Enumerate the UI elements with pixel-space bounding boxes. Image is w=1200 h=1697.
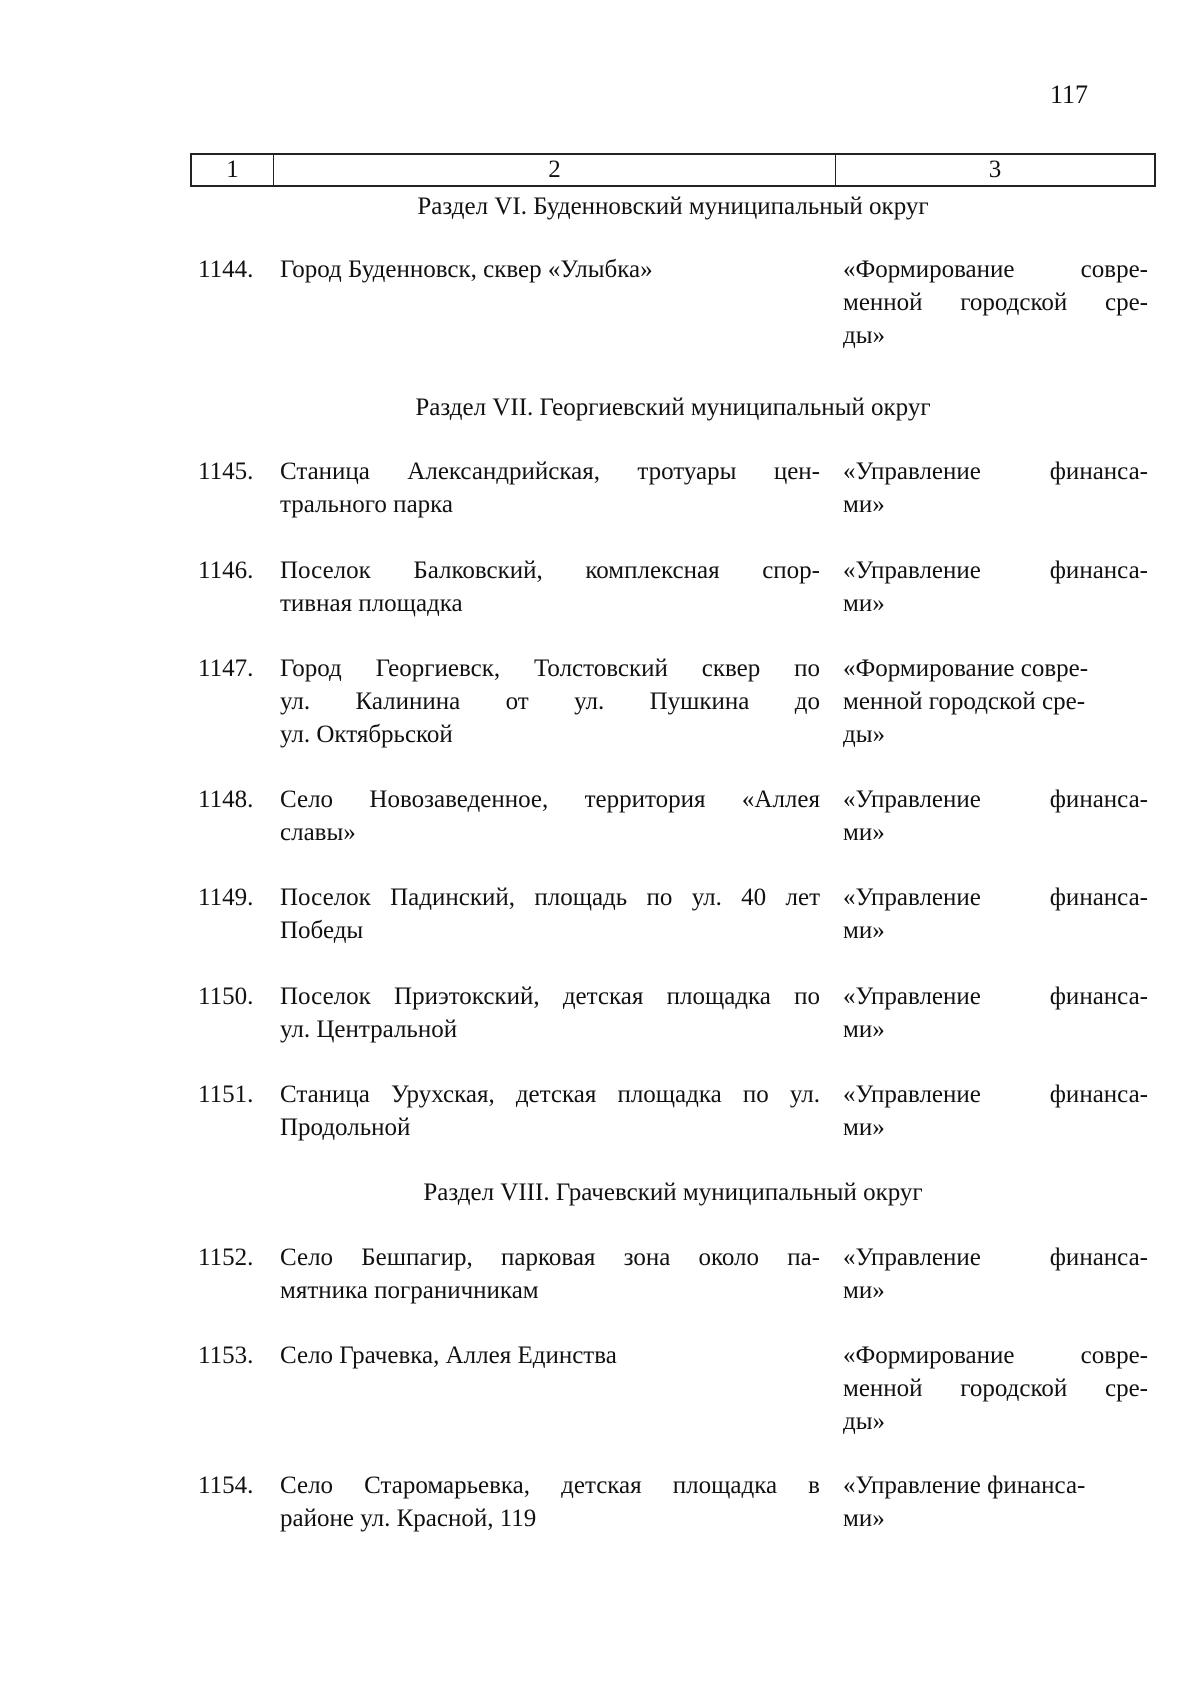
program-line: ми»	[843, 1016, 885, 1043]
row-number: 1153.	[198, 1342, 254, 1369]
program-line: менной городской сре-	[843, 289, 1148, 316]
row-program	[843, 554, 1148, 620]
row-description	[280, 1469, 820, 1535]
table-header-row	[190, 153, 1156, 187]
description-line: Поселок Балковский, комплексная спор-	[280, 557, 820, 584]
program-line: «Управление финанса-	[843, 557, 1148, 584]
row-description	[280, 980, 820, 1046]
program-line: менной городской сре-	[843, 1375, 1148, 1402]
description-line: Поселок Падинский, площадь по ул. 40 лет	[280, 884, 820, 911]
description-line: ул. Октябрьской	[280, 721, 453, 748]
description-line: ул. Центральной	[280, 1016, 458, 1043]
description-line: мятника пограничникам	[280, 1277, 539, 1304]
row-number: 1147.	[198, 655, 254, 682]
row-description	[280, 1241, 820, 1307]
section-title-vii: Раздел VII. Георгиевский муниципальный округ	[415, 394, 931, 421]
row-number: 1152.	[198, 1244, 254, 1271]
section-title-vi: Раздел VI. Буденновский муниципальный округ	[417, 193, 929, 220]
description-line: Город Буденновск, сквер «Улыбка»	[280, 256, 653, 283]
program-line: ды»	[843, 1408, 886, 1435]
description-line: ул. Калинина от ул. Пушкина до	[280, 688, 820, 715]
description-line: Село Новозаведенное, территория «Аллея	[280, 786, 820, 813]
row-number: 1146.	[198, 557, 254, 584]
section-title-viii: Раздел VIII. Грачевский муниципальный округ	[423, 1179, 923, 1206]
row-description	[280, 652, 820, 751]
row-program	[843, 1469, 1148, 1535]
description-line: трального парка	[280, 491, 454, 518]
row-program	[843, 783, 1148, 849]
description-line: Село Грачевка, Аллея Единства	[280, 1342, 617, 1369]
program-line: ми»	[843, 1277, 885, 1304]
description-line: Продольной	[280, 1114, 411, 1141]
program-line: ми»	[843, 491, 885, 518]
program-line: «Формирование совре-	[843, 256, 1148, 283]
row-description	[280, 1339, 820, 1372]
row-program	[843, 1241, 1148, 1307]
row-description	[280, 554, 820, 620]
program-line: ми»	[843, 590, 885, 617]
program-line: ды»	[843, 322, 886, 349]
row-program	[843, 1078, 1148, 1144]
program-line: «Управление финанса-	[843, 458, 1148, 485]
program-line: «Управление финанса-	[843, 1244, 1148, 1271]
program-line: «Управление финанса-	[843, 983, 1148, 1010]
row-number: 1154.	[198, 1472, 254, 1499]
row-number: 1148.	[198, 786, 254, 813]
program-line: менной городской сре-	[843, 688, 1086, 715]
row-description	[280, 1078, 820, 1144]
row-number: 1144.	[198, 256, 254, 283]
description-line: славы»	[280, 819, 356, 846]
description-line: Город Георгиевск, Толстовский сквер по	[280, 655, 820, 682]
row-program	[843, 253, 1148, 352]
description-line: Поселок Приэтокский, детская площадка по	[280, 983, 820, 1010]
row-number: 1145.	[198, 458, 254, 485]
row-description	[280, 455, 820, 521]
header-cell-1: 1	[192, 155, 274, 185]
row-program	[843, 455, 1148, 521]
program-line: ми»	[843, 1505, 885, 1532]
row-program	[843, 652, 1148, 751]
row-description	[280, 253, 820, 286]
row-description	[280, 881, 820, 947]
row-program	[843, 1339, 1148, 1438]
program-line: ды»	[843, 721, 886, 748]
header-cell-2: 2	[274, 155, 836, 185]
description-line: Станица Александрийская, тротуары цен-	[280, 458, 820, 485]
program-line: ми»	[843, 1114, 885, 1141]
row-number: 1150.	[198, 983, 254, 1010]
program-line: «Управление финанса-	[843, 1472, 1086, 1499]
row-program	[843, 881, 1148, 947]
description-line: Станица Урухская, детская площадка по ул.	[280, 1081, 820, 1108]
program-line: «Управление финанса-	[843, 1081, 1148, 1108]
program-line: ми»	[843, 917, 885, 944]
program-line: «Формирование совре-	[843, 655, 1089, 682]
page-number: 117	[1050, 80, 1089, 109]
description-line: Победы	[280, 917, 364, 944]
row-description	[280, 783, 820, 849]
description-line: Село Бешпагир, парковая зона около па-	[280, 1244, 820, 1271]
header-cell-3: 3	[988, 156, 1002, 183]
row-number: 1149.	[198, 884, 254, 911]
program-line: ми»	[843, 819, 885, 846]
program-line: «Формирование совре-	[843, 1342, 1148, 1369]
row-program	[843, 980, 1148, 1046]
description-line: районе ул. Красной, 119	[280, 1505, 537, 1532]
description-line: Село Старомарьевка, детская площадка в	[280, 1472, 820, 1499]
description-line: тивная площадка	[280, 590, 463, 617]
row-number: 1151.	[198, 1081, 254, 1108]
program-line: «Управление финанса-	[843, 884, 1148, 911]
program-line: «Управление финанса-	[843, 786, 1148, 813]
